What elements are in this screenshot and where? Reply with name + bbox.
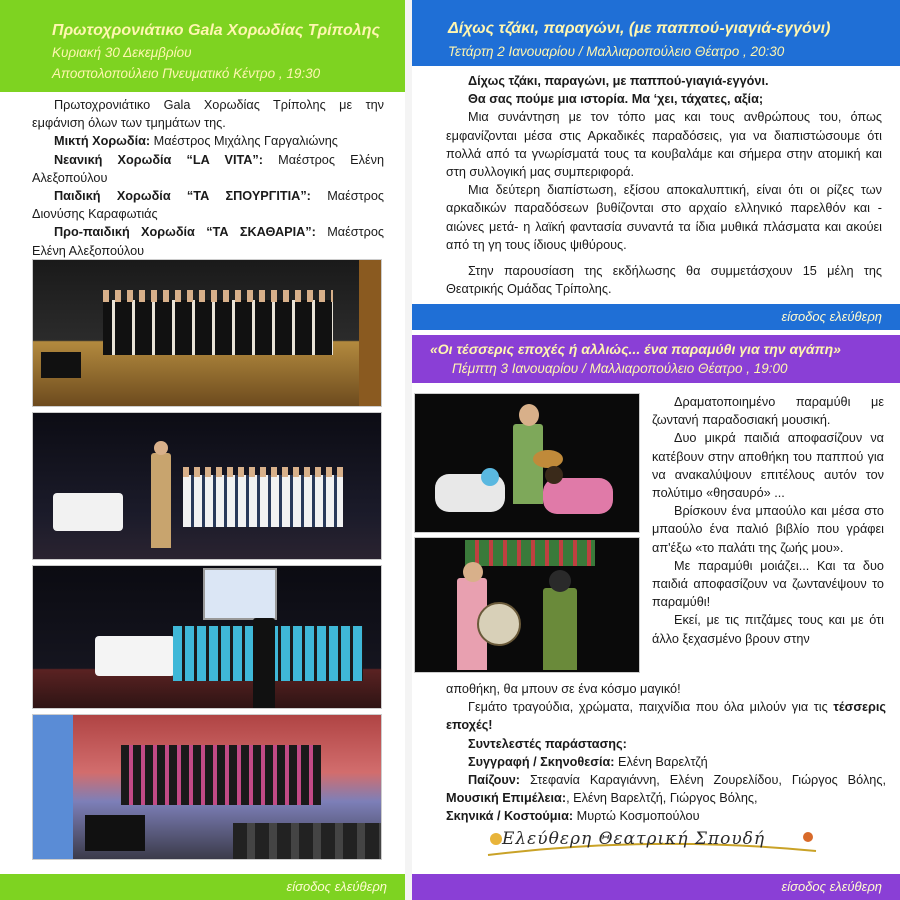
choir-heads <box>183 467 343 477</box>
choir-group <box>121 745 321 805</box>
actress-head <box>463 562 483 582</box>
piano <box>95 636 175 676</box>
event2-p2: Δυο μικρά παιδιά αποφασίζουν να κατέβουν στην αποθήκη του παππού για να ανακαλύψουν επιτέλους αυτόν τον πολύτιμο «θησαυρό» ... <box>652 431 884 501</box>
gala-date: Κυριακή 30 Δεκεμβρίου <box>52 45 192 60</box>
choir-children: Παιδική Χορωδία “ΤΑ ΣΠΟΥΡΓΙΤΙΑ”: Μαέστρος Διονύσης Καραφωτιάς <box>32 189 384 222</box>
piano <box>41 352 81 378</box>
actor-hat <box>549 570 571 592</box>
child-right-head <box>545 466 563 484</box>
drum <box>477 602 521 646</box>
event1-lead1: Δίχως τζάκι, παραγώνι, με παππού-γιαγιά-εγγόνι. <box>468 74 769 88</box>
event2-subtitle: Πέμπτη 3 Ιανουαρίου / Μαλλιαροπούλειο Θέατρο , 19:00 <box>452 361 788 376</box>
credits-cast: Παίζουν: Στεφανία Καραγιάννη, Ελένη Ζουρελίδου, Γιώργος Βόλης, Μουσική Επιμέλεια:, Ελένη Βαρελτζή, Γιώργος Βόλης, <box>446 773 886 806</box>
conductor <box>253 618 275 709</box>
gala-venue: Αποστολοπούλειο Πνευματικό Κέντρο , 19:30 <box>52 66 321 81</box>
photo-theatre-1 <box>414 393 640 533</box>
event2-side-text <box>652 393 884 648</box>
event1-subtitle: Τετάρτη 2 Ιανουαρίου / Μαλλιαροπούλειο Θέατρο , 20:30 <box>448 44 785 59</box>
event1-footer: είσοδος ελεύθερη <box>412 304 900 330</box>
choir-heads <box>103 290 333 302</box>
piano <box>85 815 145 851</box>
gala-title: Πρωτοχρονιάτικο Gala Χορωδίας Τρίπολης <box>52 22 380 39</box>
credits-sets: Σκηνικά / Κοστούμια: Μυρτώ Κοσμοπούλου <box>446 809 700 824</box>
left-column <box>0 0 405 900</box>
event2-title: «Οι τέσσερις εποχές ή αλλιώς... ένα παραμύθι για την αγάπη» <box>430 341 841 357</box>
photo-children-choir <box>32 565 382 709</box>
musician-head <box>519 404 539 426</box>
event1-p2: Μια δεύτερη διαπίστωση, εξίσου αποκαλυπτική, είναι ότι οι ρίζες των αρκαδικών παραδόσεων βυθίζονται στο αρχαίο ελληνικό παρελθόν και - αιώνες μετά- η λαϊκή φαντασία συναντά τα ίδια μυθικά πλάσματα και ακούει από τη γη τους ίδιους ψιθύρους. <box>446 183 882 252</box>
curtain <box>359 260 381 407</box>
piano <box>53 493 123 531</box>
actor <box>543 588 577 670</box>
logo-text: Ελεύθερη Θεατρική Σπουδή <box>502 829 766 849</box>
gala-header <box>0 0 405 92</box>
column-gutter <box>405 0 412 900</box>
event1-header <box>412 0 900 66</box>
event2-p6: Γεμάτο τραγούδια, χρώματα, παιχνίδια που όλα μιλούν για τις τέσσερις εποχές! <box>446 700 886 733</box>
photo-theatre-2 <box>414 537 640 673</box>
event1-p3: Στην παρουσίαση της εκδήλωσης θα συμμετάσχουν 15 μέλη της Θεατρικής Ομάδας Τρίπολης. <box>446 264 882 297</box>
conductor-head <box>154 441 168 455</box>
event2-text <box>446 680 886 826</box>
event1-title: Δίχως τζάκι, παραγώνι, (με παππού-γιαγιά-εγγόνι) <box>448 20 831 37</box>
blue-wall <box>33 715 73 860</box>
lute <box>533 450 563 468</box>
credits-writing: Συγγραφή / Σκηνοθεσία: Ελένη Βαρελτζή <box>468 754 708 769</box>
audience <box>233 823 382 860</box>
gala-text <box>32 96 384 260</box>
choir-youth: Νεανική Χορωδία “LA VITA”: Μαέστρος Ελένη Αλεξοπούλου <box>32 152 385 185</box>
event2-footer: είσοδος ελεύθερη <box>412 874 900 900</box>
event1-p1: Μια συνάντηση με τον τόπο μας και τους ανθρώπους του, όπως εμφανίζονται μέσα στις Αρκαδικές παραδόσεις, για να διαπιστώσουμε ότι πολλά από τα γνωρίσματά τους τα κουβαλάμε και σήμερα στην ατομική και στη συλλογική μας συμπεριφορά. <box>446 110 882 180</box>
theatre-logo <box>482 825 822 861</box>
gala-footer: είσοδος ελεύθερη <box>0 874 405 900</box>
event1-lead2: Θα σας πούμε μια ιστορία. Μα ‘χει, τάχατες, αξία; <box>468 92 764 107</box>
choir-group <box>183 475 343 527</box>
event2-header <box>412 335 900 383</box>
event2-p5a: Εκεί, με τις πιτζάμες τους και με ότι άλλο ξεχασμένο βρουν στην <box>652 613 884 646</box>
photo-youth-choir <box>32 412 382 560</box>
event2-p1: Δραματοποιημένο παραμύθι με ζωντανή παραδοσιακή μουσική. <box>652 395 884 428</box>
event1-text <box>446 72 882 298</box>
garland <box>465 540 595 566</box>
event2-p4: Με παραμύθι μοιάζει... Και τα δυο παιδιά αποφασίζουν να ζωντανέψουν το παραμύθι! <box>652 558 884 610</box>
right-column <box>412 0 900 900</box>
event2-p5b: αποθήκη, θα μπουν σε ένα κόσμο μαγικό! <box>446 682 681 696</box>
choir-preschool: Προ-παιδική Χορωδία “ΤΑ ΣΚΑΘΑΡΙΑ”: Μαέστρος Ελένη Αλεξοπούλου <box>32 225 384 258</box>
choir-group <box>103 300 333 355</box>
credits-title: Συντελεστές παράστασης: <box>468 736 627 751</box>
child-left-hat <box>481 468 499 486</box>
choir-mixed: Μικτή Χορωδία: Μαέστρος Μιχάλης Γαργαλιώνης <box>54 134 338 149</box>
projection-screen <box>203 568 277 620</box>
gala-intro: Πρωτοχρονιάτικο Gala Χορωδίας Τρίπολης με την εμφάνιση όλων των τμημάτων της. <box>32 98 384 131</box>
photo-mixed-choir <box>32 259 382 407</box>
conductor <box>151 453 171 548</box>
photo-preschool-choir <box>32 714 382 860</box>
event2-p3: Βρίσκουν ένα μπαούλο και μέσα στο μπαούλο ένα παλιό βιβλίο που γράφει απ'έξω «το παλάτι της ζωής μου». <box>652 504 884 555</box>
